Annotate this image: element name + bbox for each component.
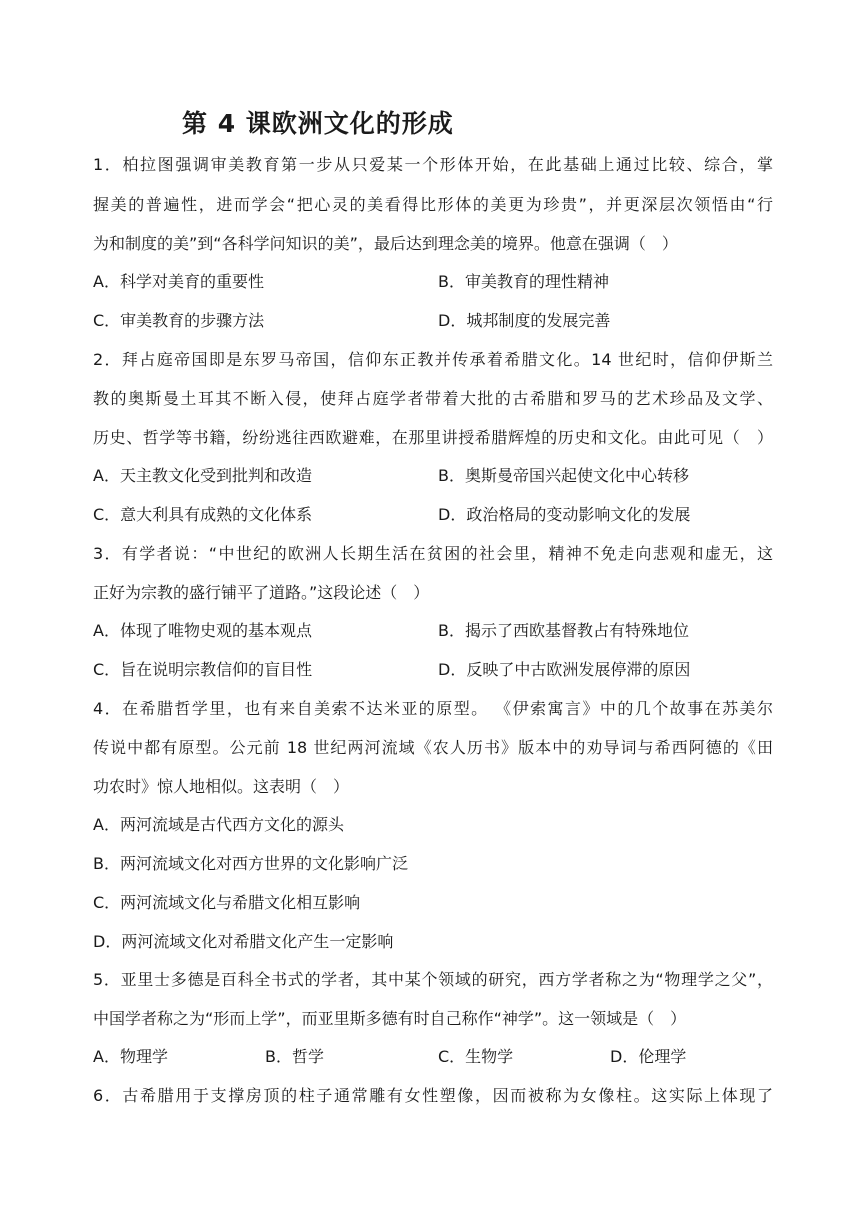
question-4-line-3: 功农时》惊人地相似。这表明（ ） [93,777,350,796]
question-4-option-c: C．两河流域文化与希腊文化相互影响 [93,893,361,912]
question-5-option-c: C．生物学 [438,1047,514,1066]
question-3-line-2: 正好为宗教的盛行铺平了道路。”这段论述（ ） [93,583,430,602]
question-2-line-3: 历史、哲学等书籍，纷纷逃往西欧避难，在那里讲授希腊辉煌的历史和文化。由此可见（ ） [93,428,773,447]
question-4-line-1: 4．在希腊哲学里，也有来自美索不达米亚的原型。 《伊索寓言》中的几个故事在苏美尔 [93,699,773,718]
question-2-line-1: 2．拜占庭帝国即是东罗马帝国，信仰东正教并传承着希腊文化。14 世纪时，信仰伊斯兰 [93,350,773,369]
question-3-option-c: C．旨在说明宗教信仰的盲目性 [93,660,313,679]
question-2-option-c: C．意大利具有成熟的文化体系 [93,505,313,524]
question-1-line-1: 1．柏拉图强调审美教育第一步从只爱某一个形体开始，在此基础上通过比较、综合，掌 [93,155,773,174]
question-1-line-3: 为和制度的美”到“各科学问知识的美”，最后达到理念美的境界。他意在强调（ ） [93,234,678,253]
question-5-option-d: D．伦理学 [610,1047,687,1066]
question-4-option-b: B．两河流域文化对西方世界的文化影响广泛 [93,854,408,873]
page-title: 第 4 课欧洲文化的形成 [182,109,454,138]
question-5-option-b: B．哲学 [265,1047,324,1066]
question-1-option-c: C．审美教育的步骤方法 [93,311,265,330]
question-1-option-d: D．城邦制度的发展完善 [438,311,611,330]
question-5-line-1: 5．亚里士多德是百科全书式的学者，其中某个领域的研究，西方学者称之为“物理学之父”， [93,970,773,989]
question-5-line-2: 中国学者称之为“形而上学”，而亚里斯多德有时自己称作“神学”。这一领域是（ ） [93,1009,687,1028]
question-4-option-d: D．两河流域文化对希腊文化产生一定影响 [93,932,394,951]
question-4-line-2: 传说中都有原型。公元前 18 世纪两河流域《农人历书》版本中的劝导词与希西阿德的《田 [93,738,773,757]
question-5-option-a: A．物理学 [93,1047,168,1066]
question-4-option-a: A．两河流域是古代西方文化的源头 [93,815,344,834]
question-6-line-1: 6．古希腊用于支撑房顶的柱子通常雕有女性塑像，因而被称为女像柱。这实际上体现了 [93,1086,773,1105]
question-3-option-b: B．揭示了西欧基督教占有特殊地位 [438,621,689,640]
question-2-line-2: 教的奥斯曼土耳其不断入侵，使拜占庭学者带着大批的古希腊和罗马的艺术珍品及文学、 [93,389,773,408]
question-1-option-a: A．科学对美育的重要性 [93,272,264,291]
question-1-line-2: 握美的普遍性，进而学会“把心灵的美看得比形体的美更为珍贵”，并更深层次领悟由“行 [93,195,773,214]
question-3-line-1: 3．有学者说：“中世纪的欧洲人长期生活在贫困的社会里，精神不免走向悲观和虚无，这 [93,544,773,563]
question-2-option-d: D．政治格局的变动影响文化的发展 [438,505,691,524]
question-2-option-b: B．奥斯曼帝国兴起使文化中心转移 [438,466,689,485]
question-1-option-b: B．审美教育的理性精神 [438,272,609,291]
question-3-option-a: A．体现了唯物史观的基本观点 [93,621,312,640]
question-2-option-a: A．天主教文化受到批判和改造 [93,466,312,485]
question-3-option-d: D．反映了中古欧洲发展停滞的原因 [438,660,691,679]
